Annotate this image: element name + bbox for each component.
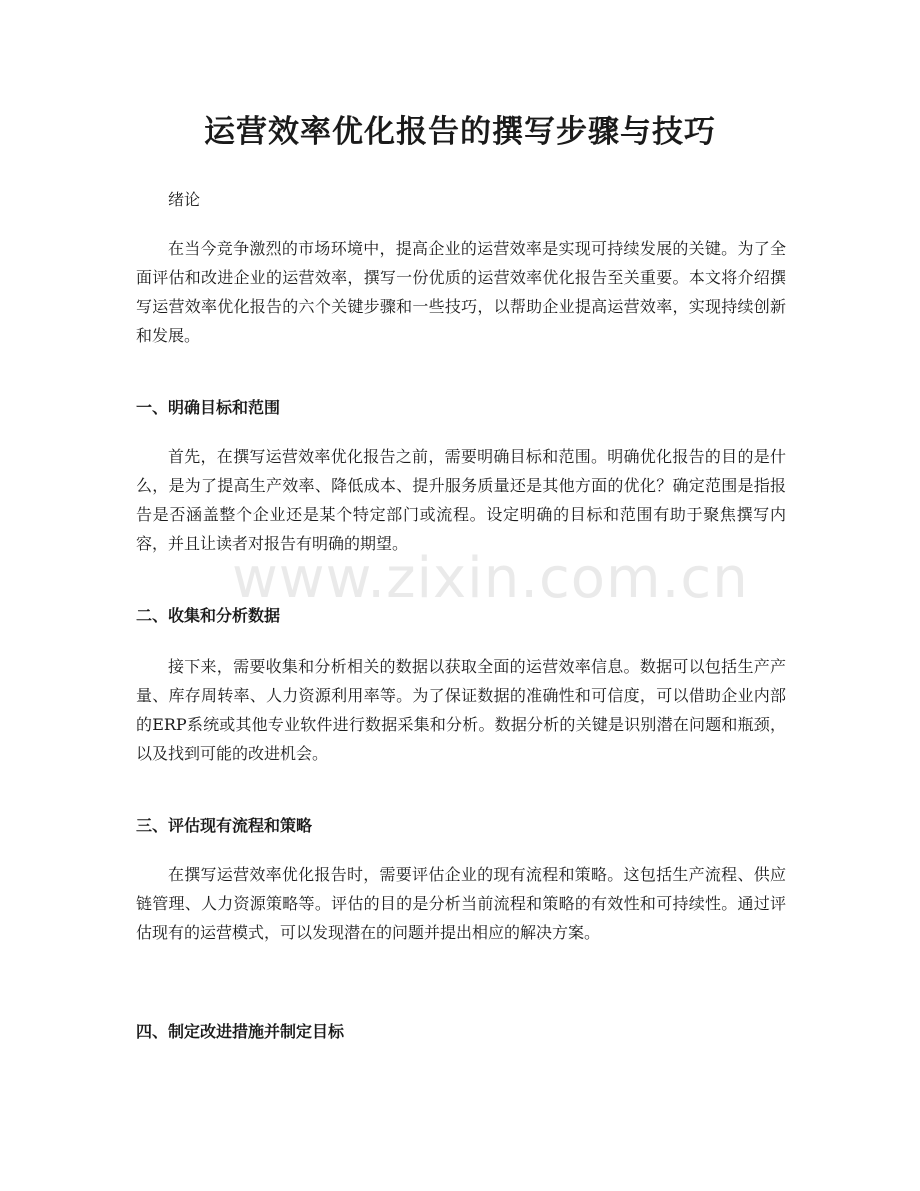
section-paragraph-2: 接下来，需要收集和分析相关的数据以获取全面的运营效率信息。数据可以包括生产产量、库存周转率、人力资源利用率等。为了保证数据的准确性和可信度，可以借助企业内部的ERP系统或其他专业软件进行数据采集和分析。数据分析的关键是识别潜在问题和瓶颈，以及找到可能的改进机会。 (136, 657, 786, 763)
section-paragraph-1: 首先，在撰写运营效率优化报告之前，需要明确目标和范围。明确优化报告的目的是什么，是为了提高生产效率、降低成本、提升服务质量还是其他方面的优化？确定范围是指报告是否涵盖整个企业还是某个特定部门或流程。设定明确的目标和范围有助于聚焦撰写内容，并且让读者对报告有明确的期望。 (136, 447, 786, 553)
intro-paragraph: 在当今竞争激烈的市场环境中，提高企业的运营效率是实现可持续发展的关键。为了全面评估和改进企业的运营效率，撰写一份优质的运营效率优化报告至关重要。本文将介绍撰写运营效率优化报告的六个关键步骤和一些技巧，以帮助企业提高运营效率，实现持续创新和发展。 (136, 239, 786, 345)
section-heading-2: 二、收集和分析数据 (136, 606, 281, 625)
section-paragraph-3: 在撰写运营效率优化报告时，需要评估企业的现有流程和策略。这包括生产流程、供应链管理、人力资源策略等。评估的目的是分析当前流程和策略的有效性和可持续性。通过评估现有的运营模式，可以发现潜在的问题并提出相应的解决方案。 (136, 865, 786, 942)
section-heading-3: 三、评估现有流程和策略 (136, 816, 313, 835)
intro-label: 绪论 (168, 190, 201, 209)
section-heading-1: 一、明确目标和范围 (136, 398, 281, 417)
document-title: 运营效率优化报告的撰写步骤与技巧 (204, 114, 716, 150)
section-heading-4: 四、制定改进措施并制定目标 (136, 1022, 345, 1041)
watermark: www.zixin.com.cn (232, 546, 749, 611)
